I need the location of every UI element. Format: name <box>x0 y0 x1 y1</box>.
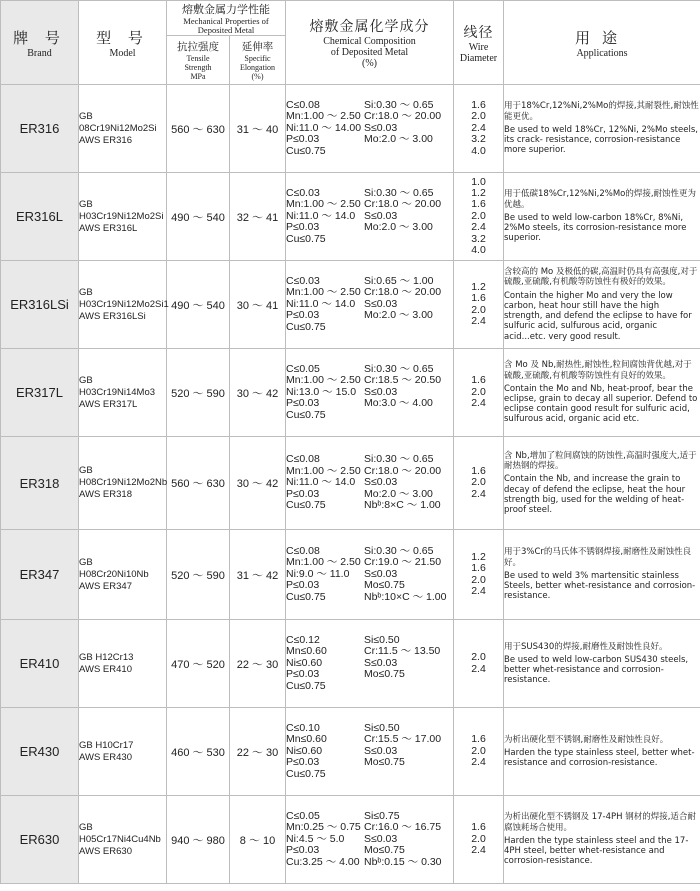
chemistry-item: Mn:1.00 ～ 2.50 <box>286 286 361 299</box>
model-cell <box>79 349 167 437</box>
header-tensile-unit: MPa <box>190 72 206 81</box>
brand-cell: ER318 <box>1 437 79 530</box>
chemistry-item: Mn:1.00 ～ 2.50 <box>286 374 361 387</box>
chemistry-grid <box>286 635 453 692</box>
chemistry-item: Mn:1.00 ～ 2.50 <box>286 464 361 477</box>
diameter-cell <box>454 173 504 261</box>
diameter-cell <box>454 530 504 620</box>
diameter-value: 1.6 <box>471 562 486 575</box>
tensile-cell: 560 ～ 630 <box>167 437 230 530</box>
chemistry-item: P≤0.03 <box>286 668 320 681</box>
chemistry-cell <box>286 349 454 437</box>
chemistry-grid <box>286 100 453 157</box>
chemistry-item: Cu≤0.75 <box>286 499 326 512</box>
diameter-value: 2.4 <box>471 314 486 327</box>
application-text-cn: 用于低碳18%Cr,12%Ni,2%Mo的焊接,耐蚀性更为优越。 <box>504 189 697 210</box>
diameter-cell <box>454 796 504 884</box>
model-line: GB <box>79 556 93 568</box>
chemistry-item: Ni:11.0 ～ 14.00 <box>286 121 362 134</box>
chemistry-item: Ni≤0.60 <box>286 656 323 669</box>
diameter-value: 1.6 <box>471 821 486 834</box>
header-applications <box>504 1 700 85</box>
chemistry-item: C≤0.08 <box>286 453 320 466</box>
chemistry-item: Si:0.30 ～ 0.65 <box>364 453 434 466</box>
diameter-value: 2.0 <box>471 303 486 316</box>
chemistry-item: Cu≤0.75 <box>286 590 326 603</box>
chemistry-item: S≤0.03 <box>364 476 398 489</box>
chemistry-item: C≤0.05 <box>286 362 320 375</box>
chemistry-grid <box>286 723 453 780</box>
chemistry-item: Nbᵇ:10×C ～ 1.00 <box>364 590 447 603</box>
application-text-cn: 用于SUS430的焊接,耐磨性及耐蚀性良好。 <box>504 641 668 652</box>
chemistry-item: S≤0.03 <box>364 656 398 669</box>
chemistry-item: Ni≤0.60 <box>286 744 323 757</box>
model-line: H08Cr19Ni12Mo2Nb <box>79 477 168 488</box>
table-row <box>1 796 700 884</box>
application-cell <box>504 261 700 349</box>
chemistry-item: Mo≤0.75 <box>364 756 405 769</box>
application-cell <box>504 530 700 620</box>
header-model-en: Model <box>109 47 136 59</box>
application-text-en: Contain the higher Mo and very the low carbon, heat hour still have the high strength, and defend the eclipse to have for sulfuric acid, sulfurous acid, organic acid...etc. very good result. <box>504 290 692 342</box>
header-chemical-cn: 熔敷金属化学成分 <box>309 19 430 35</box>
application-text-cn: 用于18%Cr,12%Ni,2%Mo的焊接,其耐裂性,耐蚀性能更优。 <box>504 101 699 122</box>
chemistry-item: Si:0.30 ～ 0.65 <box>364 362 434 375</box>
application-text-en: Contain the Nb, and increase the grain to decay of defend the eclipse, heat the hour strength big, used for the welding of heat-proof steel. <box>504 474 686 515</box>
diameter-value: 3.2 <box>471 232 486 245</box>
header-mechanical-en-1: Mechanical Properties of <box>183 16 269 26</box>
header-model <box>79 1 167 85</box>
chemistry-item <box>364 769 452 780</box>
header-chemical-unit: (%) <box>362 58 377 69</box>
tensile-cell: 490 ～ 540 <box>167 261 230 349</box>
diameter-value: 2.4 <box>471 584 486 597</box>
chemistry-item: Mo≤0.75 <box>364 668 405 681</box>
chemistry-item <box>364 322 452 333</box>
application-cell <box>504 85 700 173</box>
model-line: GB <box>79 465 93 476</box>
diameter-value: 2.4 <box>471 662 486 675</box>
table-row <box>1 173 700 261</box>
diameter-cell <box>454 85 504 173</box>
header-wire-cn: 线径 <box>463 24 494 41</box>
chemistry-cell <box>286 173 454 261</box>
chemistry-item: P≤0.03 <box>286 133 320 146</box>
header-chemical-en-1: Chemical Composition <box>323 36 416 47</box>
chemistry-item: Mo≤0.75 <box>364 844 405 857</box>
diameter-value: 1.6 <box>471 292 486 305</box>
chemistry-item: Cr:18.0 ～ 20.00 <box>364 110 442 123</box>
diameter-value: 1.0 <box>471 175 486 188</box>
elongation-cell: 31 ～ 42 <box>230 530 286 620</box>
model-cell <box>79 437 167 530</box>
chemistry-grid <box>286 811 453 868</box>
chemistry-item: Ni:13.0 ～ 15.0 <box>286 385 357 398</box>
chemistry-grid <box>286 454 453 511</box>
chemistry-item: C≤0.03 <box>286 274 320 287</box>
diameter-value: 2.4 <box>471 844 486 857</box>
chemistry-item: Si:0.30 ～ 0.65 <box>364 544 434 557</box>
tensile-cell: 460 ～ 530 <box>167 708 230 796</box>
header-tensile-en-2: Strength <box>184 63 212 72</box>
diameter-value: 1.6 <box>471 198 486 211</box>
application-text-cn: 含较高的 Mo 及极低的碳,高温时仍具有高强度,对于硫酸,亚硫酸,有机酸等防蚀性有极好的效果。 <box>504 267 698 288</box>
chemistry-item: C≤0.08 <box>286 98 320 111</box>
chemistry-item: Cr:19.0 ～ 21.50 <box>364 556 442 569</box>
application-cell <box>504 173 700 261</box>
model-line: AWS ER316LSi <box>79 310 146 322</box>
chemistry-grid <box>286 188 453 245</box>
model-line: H05Cr17Ni4Cu4Nb <box>79 833 161 845</box>
chemistry-grid <box>286 276 453 333</box>
chemistry-cell <box>286 261 454 349</box>
chemistry-item: Mo:2.0 ～ 3.00 <box>364 487 433 500</box>
brand-cell: ER347 <box>1 530 79 620</box>
chemistry-item: Cr:18.5 ～ 20.50 <box>364 374 442 387</box>
diameter-value: 2.0 <box>471 744 486 757</box>
chemistry-grid <box>286 364 453 421</box>
header-chemical-en-2: of Deposited Metal <box>330 47 409 58</box>
chemistry-item: Ni:11.0 ～ 14.0 <box>286 297 356 310</box>
model-line: H08Cr20Ni10Nb <box>79 568 149 580</box>
header-elongation-en-1: Specific <box>244 54 271 63</box>
tensile-cell: 470 ～ 520 <box>167 620 230 708</box>
diameter-cell <box>454 437 504 530</box>
chemistry-item: Mn≤0.60 <box>286 733 327 746</box>
model-line: AWS ER630 <box>79 845 132 857</box>
chemistry-item: Ni:11.0 ～ 14.0 <box>286 476 356 489</box>
application-cell <box>504 796 700 884</box>
chemistry-item: Mo≤0.75 <box>364 579 405 592</box>
diameter-value: 2.4 <box>471 756 486 769</box>
header-tensile-en-1: Tensile <box>186 54 210 63</box>
chemistry-item: Mn≤0.60 <box>286 645 327 658</box>
header-brand <box>1 1 79 85</box>
brand-cell: ER316 <box>1 85 79 173</box>
chemistry-cell <box>286 620 454 708</box>
application-text-cn: 为析出硬化型不锈钢及 17-4PH 钢材的焊接,适合耐腐蚀耗场合使用。 <box>504 812 696 833</box>
chemistry-item: Cu≤0.75 <box>286 767 326 780</box>
application-text-cn: 含 Mo 及 Nb,耐热性,耐蚀性,粒间腐蚀背优越,对于硫酸,亚硫酸,有机酸等防蚀性有良好的效果。 <box>504 360 692 381</box>
chemistry-item: P≤0.03 <box>286 844 320 857</box>
chemistry-item: P≤0.03 <box>286 487 320 500</box>
model-line: H03Cr19Ni14Mo3 <box>79 386 156 398</box>
chemistry-item: Ni:11.0 ～ 14.0 <box>286 209 356 222</box>
brand-cell: ER410 <box>1 620 79 708</box>
diameter-value: 2.4 <box>471 121 486 134</box>
chemistry-item: P≤0.03 <box>286 579 320 592</box>
chemistry-item: Cu≤0.75 <box>286 679 326 692</box>
application-text-en: Be used to weld 18%Cr, 12%Ni, 2%Mo steels, its crack- resistance, corrosion-resistance more superior. <box>504 124 698 156</box>
table-row <box>1 437 700 530</box>
diameter-cell <box>454 261 504 349</box>
chemistry-item: Si:0.30 ～ 0.65 <box>364 186 434 199</box>
elongation-cell: 30 ～ 42 <box>230 349 286 437</box>
header-mechanical-en-2: Deposited Metal <box>197 25 255 35</box>
header-elongation-unit: (%) <box>251 72 264 81</box>
application-text-en: Be used to weld low-carbon SUS430 steels, better whet-resistance and corrosion-resistance. <box>504 654 689 686</box>
table-row <box>1 261 700 349</box>
chemistry-item: Si:0.65 ～ 1.00 <box>364 274 434 287</box>
model-line: AWS ER410 <box>79 663 132 675</box>
chemistry-item: Si:0.30 ～ 0.65 <box>364 98 434 111</box>
application-text-cn: 用于3%Cr的马氏体不锈钢焊接,耐磨性及耐蚀性良好。 <box>504 547 692 568</box>
elongation-cell: 32 ～ 41 <box>230 173 286 261</box>
header-brand-en: Brand <box>27 47 52 59</box>
tensile-cell: 520 ～ 590 <box>167 349 230 437</box>
model-cell <box>79 620 167 708</box>
diameter-cell <box>454 349 504 437</box>
chemistry-item: Cr:18.0 ～ 20.00 <box>364 286 442 299</box>
chemistry-item: P≤0.03 <box>286 221 320 234</box>
header-wire-en-1: Wire <box>468 41 489 53</box>
chemistry-item: Cr:18.0 ～ 20.00 <box>364 464 442 477</box>
diameter-value: 1.2 <box>471 550 486 563</box>
chemistry-item: Mo:2.0 ～ 3.00 <box>364 221 433 234</box>
chemistry-item: Nbᵇ:8×C ～ 1.00 <box>364 499 441 512</box>
elongation-cell: 31 ～ 40 <box>230 85 286 173</box>
table-row <box>1 349 700 437</box>
tensile-cell: 560 ～ 630 <box>167 85 230 173</box>
chemistry-item: Cu≤0.75 <box>286 232 326 245</box>
header-tensile <box>167 36 230 85</box>
header-chemical <box>286 1 454 85</box>
application-text-en: Harden the type stainless steel, better whet-resistance and corrosion-resistance. <box>504 747 695 769</box>
diameter-value: 1.2 <box>471 186 486 199</box>
model-line: GB H10Cr17 <box>79 739 134 751</box>
diameter-value: 3.2 <box>471 133 486 146</box>
chemistry-item: P≤0.03 <box>286 756 320 769</box>
chemistry-item: Cu≤0.75 <box>286 144 326 157</box>
chemistry-item: C≤0.03 <box>286 186 320 199</box>
elongation-cell: 30 ～ 42 <box>230 437 286 530</box>
diameter-value: 2.0 <box>471 832 486 845</box>
table-body <box>1 85 700 884</box>
model-cell <box>79 796 167 884</box>
model-line: 08Cr19Ni12Mo2Si <box>79 122 157 134</box>
elongation-cell: 22 ～ 30 <box>230 708 286 796</box>
diameter-value: 1.6 <box>471 464 486 477</box>
diameter-value: 1.6 <box>471 733 486 746</box>
table-row <box>1 708 700 796</box>
chemistry-item: P≤0.03 <box>286 309 320 322</box>
header-elongation <box>230 36 286 85</box>
chemistry-item <box>364 146 452 157</box>
chemistry-item: S≤0.03 <box>364 385 398 398</box>
chemistry-item: C≤0.05 <box>286 809 320 822</box>
diameter-value: 2.0 <box>471 110 486 123</box>
brand-cell: ER316L <box>1 173 79 261</box>
brand-cell: ER430 <box>1 708 79 796</box>
application-cell <box>504 349 700 437</box>
chemistry-cell <box>286 530 454 620</box>
chemistry-item: Cr:11.5 ～ 13.50 <box>364 645 441 658</box>
chemistry-item: Ni:4.5 ～ 5.0 <box>286 832 345 845</box>
application-text-cn: 为析出硬化型不锈钢,耐磨性及耐蚀性良好。 <box>504 734 669 745</box>
model-line: AWS ER430 <box>79 751 132 763</box>
diameter-value: 2.4 <box>471 487 486 500</box>
elongation-cell: 8 ～ 10 <box>230 796 286 884</box>
chemistry-item: Cr:16.0 ～ 16.75 <box>364 821 442 834</box>
chemistry-item: Mo:2.0 ～ 3.00 <box>364 133 433 146</box>
model-line: GB <box>79 821 93 833</box>
diameter-value: 4.0 <box>471 144 486 157</box>
chemistry-item: Mn:1.00 ～ 2.50 <box>286 110 361 123</box>
table-row <box>1 85 700 173</box>
chemistry-item <box>364 234 452 245</box>
diameter-cell <box>454 620 504 708</box>
chemistry-grid <box>286 546 453 603</box>
chemistry-item: C≤0.10 <box>286 721 320 734</box>
model-line: GB <box>79 198 93 210</box>
chemistry-item: Mn:1.00 ～ 2.50 <box>286 556 361 569</box>
chemistry-item: Cu:3.25 ～ 4.00 <box>286 855 360 868</box>
chemistry-item: Mo:3.0 ～ 4.00 <box>364 397 433 410</box>
chemistry-cell <box>286 437 454 530</box>
model-line: AWS ER318 <box>79 489 132 500</box>
application-text-en: Be used to weld low-carbon 18%Cr, 8%Ni, 2%Mo steels, its corrosion-resistance more superior. <box>504 212 687 244</box>
elongation-cell: 30 ～ 41 <box>230 261 286 349</box>
model-line: AWS ER347 <box>79 580 132 592</box>
header-mechanical-cn: 熔敷金属力学性能 <box>182 3 270 16</box>
chemistry-item: Cu≤0.75 <box>286 320 326 333</box>
header-elongation-cn: 延伸率 <box>241 41 274 53</box>
application-text-cn: 含 Nb,增加了粒间腐蚀的防蚀性,高温时强度大,适于耐热钢的焊接。 <box>504 450 697 472</box>
application-text-en: Harden the type stainless steel and the 17-4PH steel, better whet-resistance and corrosion-resistance. <box>504 835 689 867</box>
model-line: GB H12Cr13 <box>79 651 134 663</box>
diameter-value: 2.0 <box>471 476 486 489</box>
application-cell <box>504 437 700 530</box>
model-cell <box>79 261 167 349</box>
chemistry-cell <box>286 708 454 796</box>
model-line: H03Cr19Ni12Mo2Si <box>79 210 164 222</box>
diameter-value: 1.2 <box>471 280 486 293</box>
model-cell <box>79 85 167 173</box>
model-line: GB <box>79 286 93 298</box>
chemistry-item: C≤0.08 <box>286 544 320 557</box>
model-cell <box>79 173 167 261</box>
chemistry-item: Si≤0.75 <box>364 809 400 822</box>
elongation-cell: 22 ～ 30 <box>230 620 286 708</box>
diameter-value: 2.4 <box>471 221 486 234</box>
model-line: GB <box>79 110 93 122</box>
chemistry-item: Cu≤0.75 <box>286 408 326 421</box>
diameter-value: 2.0 <box>471 651 486 664</box>
application-text-en: Contain the Mo and Nb, heat-proof, bear the eclipse, grain to decay all superior. Defend to eclipse contain good result for sulfuric acid, sulfurous acid, organic acid etc. <box>504 383 698 425</box>
header-applications-en: Applications <box>576 47 628 59</box>
tensile-cell: 490 ～ 540 <box>167 173 230 261</box>
header-mechanical <box>167 1 286 36</box>
application-text-en: Be used to weld 3% martensitic stainless Steels, better whet-resistance and corrosion-resistance. <box>504 570 696 602</box>
chemistry-item: Cr:18.0 ～ 20.00 <box>364 198 442 211</box>
chemistry-item: Si≤0.50 <box>364 633 400 646</box>
diameter-value: 1.6 <box>471 374 486 387</box>
model-line: H03Cr19Ni12Mo2Si1 <box>79 298 169 310</box>
chemistry-item: S≤0.03 <box>364 567 398 580</box>
tensile-cell: 520 ～ 590 <box>167 530 230 620</box>
model-cell <box>79 530 167 620</box>
chemistry-item: Cr:15.5 ～ 17.00 <box>364 733 442 746</box>
header-model-cn: 型 号 <box>96 28 149 47</box>
diameter-value: 2.4 <box>471 397 486 410</box>
header-brand-cn: 牌 号 <box>13 28 66 47</box>
chemistry-item: S≤0.03 <box>364 121 398 134</box>
chemistry-item: Mn:0.25 ～ 0.75 <box>286 821 361 834</box>
chemistry-item: C≤0.12 <box>286 633 320 646</box>
chemistry-item <box>364 410 452 421</box>
diameter-value: 2.0 <box>471 573 486 586</box>
chemistry-item: Nbᵇ:0.15 ～ 0.30 <box>364 855 442 868</box>
application-cell <box>504 708 700 796</box>
application-cell <box>504 620 700 708</box>
diameter-value: 4.0 <box>471 244 486 257</box>
chemistry-item: Mo:2.0 ～ 3.00 <box>364 309 433 322</box>
model-cell <box>79 708 167 796</box>
header-wire <box>454 1 504 85</box>
chemistry-item: Si≤0.50 <box>364 721 400 734</box>
chemistry-item: Mn:1.00 ～ 2.50 <box>286 198 361 211</box>
table-row <box>1 620 700 708</box>
chemistry-item: S≤0.03 <box>364 832 398 845</box>
brand-cell: ER317L <box>1 349 79 437</box>
diameter-value: 2.0 <box>471 385 486 398</box>
diameter-cell <box>454 708 504 796</box>
model-line: AWS ER316 <box>79 134 132 146</box>
chemistry-cell <box>286 796 454 884</box>
diameter-value: 2.0 <box>471 209 486 222</box>
table-row <box>1 530 700 620</box>
tensile-cell: 940 ～ 980 <box>167 796 230 884</box>
header-elongation-en-2: Elongation <box>239 63 276 72</box>
model-line: AWS ER317L <box>79 398 138 410</box>
model-line: GB <box>79 374 93 386</box>
header-applications-cn: 用途 <box>574 28 629 47</box>
chemistry-item <box>364 681 452 692</box>
chemistry-item: S≤0.03 <box>364 209 398 222</box>
diameter-value: 1.6 <box>471 98 486 111</box>
header-tensile-cn: 抗拉强度 <box>177 41 219 53</box>
chemistry-cell <box>286 85 454 173</box>
chemistry-item: P≤0.03 <box>286 397 320 410</box>
chemistry-item: S≤0.03 <box>364 297 398 310</box>
chemistry-item: Ni:9.0 ～ 11.0 <box>286 567 350 580</box>
brand-cell: ER316LSi <box>1 261 79 349</box>
chemistry-item: S≤0.03 <box>364 744 398 757</box>
model-line: AWS ER316L <box>79 222 138 234</box>
header-wire-en-2: Diameter <box>459 52 498 64</box>
brand-cell: ER630 <box>1 796 79 884</box>
